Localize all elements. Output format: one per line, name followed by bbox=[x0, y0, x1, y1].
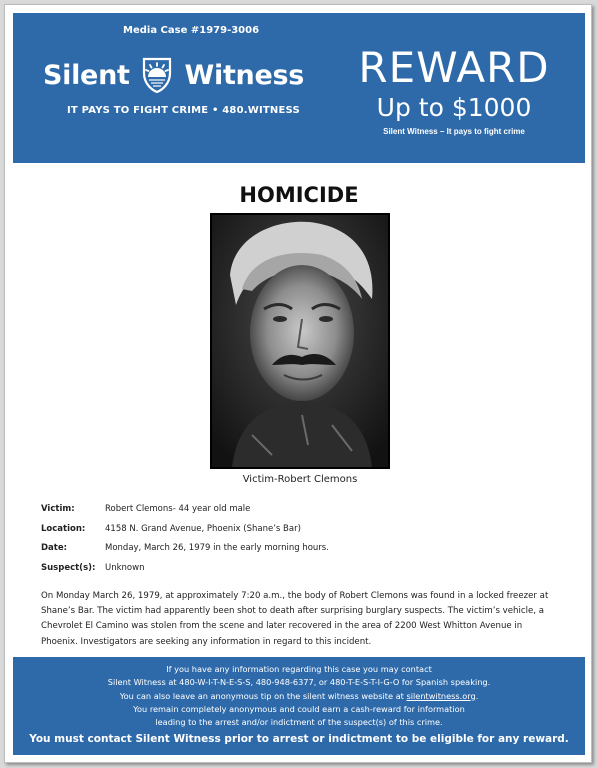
website-link[interactable]: silentwitness.org bbox=[406, 690, 476, 701]
case-details bbox=[41, 504, 561, 582]
detail-label: Victim: bbox=[41, 504, 75, 514]
detail-label: Location: bbox=[41, 523, 86, 534]
case-narrative: On Monday March 26, 1979, at approximately 7:20 a.m., the body of Robert Clemons was found in a locked freezer at Shane’s Bar. The victim had apparently been shot to death after surprising burglary suspects. The victim’s vehicle, a Chevrolet El Camino was stolen from the scene and later recovered in the area of 2200 West Whitton Avenue in Phoenix. Investigators are seeking any information in regard to this incident. bbox=[41, 591, 549, 647]
footer-line-prefix: You can also leave an anonymous tip on the silent witness website at bbox=[119, 690, 407, 701]
detail-row-location bbox=[41, 524, 561, 544]
detail-value: Unknown bbox=[105, 562, 145, 573]
reward-title: REWARD bbox=[358, 43, 550, 92]
case-number: Media Case #1979-3006 bbox=[123, 25, 260, 36]
reward-amount: Up to $1000 bbox=[376, 93, 532, 122]
eligibility-notice: You must contact Silent Witness prior to arrest or indictment to be eligible for any reward. bbox=[29, 733, 569, 745]
footer-line: Silent Witness at 480-W-I-T-N-E-S-S, 480-948-6377, or 480-T-E-S-T-I-G-O for Spanish speaking. bbox=[107, 677, 491, 688]
portrait-image-icon bbox=[212, 215, 388, 467]
detail-value: Robert Clemons- 44 year old male bbox=[105, 504, 251, 514]
photo-caption: Victim-Robert Clemons bbox=[242, 474, 358, 485]
detail-row-date bbox=[41, 543, 561, 563]
footer-line: You remain completely anonymous and could earn a cash-reward for information bbox=[133, 703, 465, 714]
flyer-page bbox=[4, 4, 592, 763]
logo-word-right: Witness bbox=[184, 59, 305, 91]
header-banner bbox=[13, 13, 585, 163]
footer-line-suffix: . bbox=[475, 690, 479, 701]
footer-text bbox=[13, 657, 585, 729]
detail-label: Date: bbox=[41, 543, 68, 553]
detail-label: Suspect(s): bbox=[41, 562, 96, 573]
logo-tagline: IT PAYS TO FIGHT CRIME • 480.WITNESS bbox=[67, 105, 300, 116]
footer-line: If you have any information regarding this case you may contact bbox=[166, 664, 432, 674]
logo-word-left: Silent bbox=[43, 59, 130, 91]
silent-witness-logo bbox=[43, 57, 304, 97]
detail-row-suspects bbox=[41, 563, 561, 583]
footer-line: leading to the arrest and/or indictment of the suspect(s) of this crime. bbox=[155, 717, 443, 728]
contact-footer bbox=[13, 657, 585, 755]
footer-line bbox=[13, 690, 585, 703]
victim-photo bbox=[210, 213, 390, 469]
detail-value: Monday, March 26, 1979 in the early morning hours. bbox=[105, 543, 329, 553]
sunrise-shield-icon bbox=[140, 57, 174, 93]
detail-row-victim bbox=[41, 504, 561, 524]
crime-type-heading: HOMICIDE bbox=[239, 183, 359, 207]
detail-value: 4158 N. Grand Avenue, Phoenix (Shane’s Bar) bbox=[105, 523, 301, 534]
reward-tagline: Silent Witness – It pays to fight crime bbox=[383, 127, 525, 136]
